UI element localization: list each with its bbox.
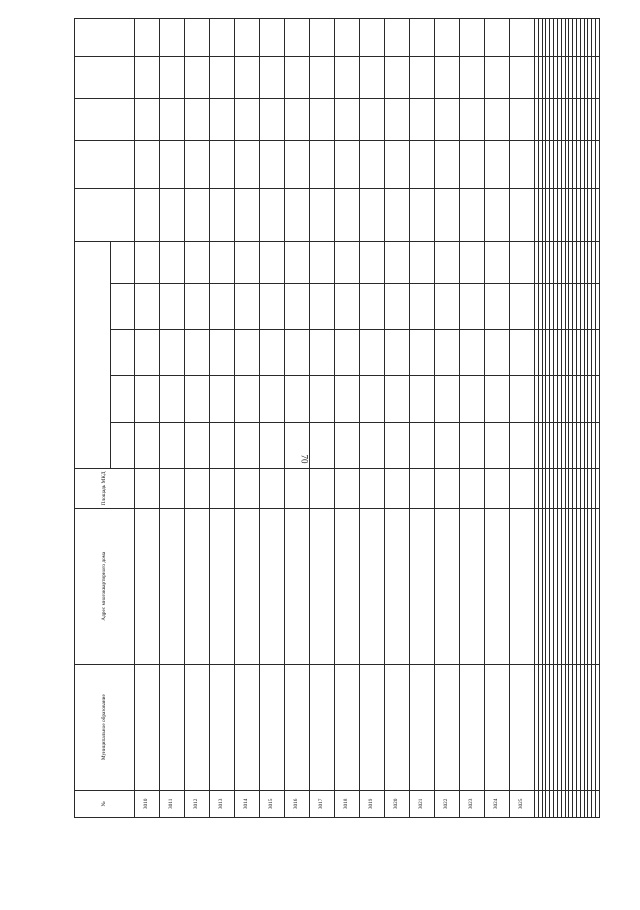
year-cold-water <box>235 283 260 329</box>
year-hot-water <box>410 330 435 376</box>
year-roof <box>460 189 485 242</box>
header-sub-cold-water <box>111 283 135 329</box>
year-electric <box>510 422 535 468</box>
row-number: 3022 <box>435 790 460 817</box>
row-address <box>210 508 235 664</box>
year-roof <box>285 189 310 242</box>
row-area <box>435 468 460 508</box>
year-foundation <box>185 98 210 140</box>
year-facade <box>235 141 260 189</box>
table-row <box>410 19 435 818</box>
year-heating <box>385 376 410 422</box>
table-row <box>285 19 310 818</box>
year-hot-water <box>460 330 485 376</box>
year-heating <box>335 376 360 422</box>
row-address <box>285 508 310 664</box>
year-elevator-extra <box>310 19 335 57</box>
row-number: 3025 <box>510 790 535 817</box>
row-number: 3018 <box>335 790 360 817</box>
row-address <box>260 508 285 664</box>
row-number: 3014 <box>235 790 260 817</box>
year-electric <box>310 422 335 468</box>
year-cold-water <box>210 283 235 329</box>
year-foundation <box>260 98 285 140</box>
table-row <box>310 19 335 818</box>
year-electric <box>185 422 210 468</box>
year-cold-water <box>460 283 485 329</box>
year-gas <box>385 241 410 283</box>
row-number: 3015 <box>260 790 285 817</box>
row-area <box>385 468 410 508</box>
year-hot-water <box>596 330 600 376</box>
year-electric <box>235 422 260 468</box>
table-row <box>235 19 260 818</box>
header-facade <box>75 141 135 189</box>
header-roof <box>75 189 135 242</box>
year-facade <box>210 141 235 189</box>
year-cold-water <box>335 283 360 329</box>
year-roof <box>160 189 185 242</box>
year-heating <box>460 376 485 422</box>
header-elevator-extra <box>75 19 135 57</box>
year-elevator-repair <box>385 56 410 98</box>
year-electric <box>135 422 160 468</box>
year-facade <box>385 141 410 189</box>
row-municipality <box>485 664 510 790</box>
year-elevator-extra <box>185 19 210 57</box>
row-address <box>335 508 360 664</box>
header-area: Площадь МКД <box>75 468 135 508</box>
year-roof <box>410 189 435 242</box>
year-electric <box>260 422 285 468</box>
year-foundation <box>335 98 360 140</box>
header-municipality: Муниципальное образование <box>75 664 135 790</box>
row-address <box>385 508 410 664</box>
year-cold-water <box>135 283 160 329</box>
year-cold-water <box>310 283 335 329</box>
year-facade <box>135 141 160 189</box>
row-area <box>310 468 335 508</box>
row-area <box>510 468 535 508</box>
row-municipality <box>510 664 535 790</box>
year-roof <box>435 189 460 242</box>
table-row <box>435 19 460 818</box>
row-address <box>485 508 510 664</box>
year-gas <box>260 241 285 283</box>
year-elevator-extra <box>285 19 310 57</box>
year-elevator-extra <box>260 19 285 57</box>
table-row <box>360 19 385 818</box>
year-foundation <box>210 98 235 140</box>
year-hot-water <box>385 330 410 376</box>
row-address <box>410 508 435 664</box>
year-foundation <box>310 98 335 140</box>
year-gas <box>435 241 460 283</box>
year-elevator-repair <box>435 56 460 98</box>
year-facade <box>485 141 510 189</box>
year-elevator-extra <box>135 19 160 57</box>
year-gas <box>596 241 600 283</box>
year-electric <box>460 422 485 468</box>
header-sub-electric <box>111 422 135 468</box>
year-elevator-extra <box>460 19 485 57</box>
year-heating <box>235 376 260 422</box>
table-body <box>135 19 600 818</box>
year-elevator-extra <box>410 19 435 57</box>
row-area <box>360 468 385 508</box>
year-roof <box>210 189 235 242</box>
year-facade <box>285 141 310 189</box>
year-gas <box>410 241 435 283</box>
row-area <box>485 468 510 508</box>
year-gas <box>160 241 185 283</box>
table-row <box>185 19 210 818</box>
year-facade <box>185 141 210 189</box>
row-number: 3011 <box>160 790 185 817</box>
year-elevator-repair <box>185 56 210 98</box>
year-gas <box>510 241 535 283</box>
year-cold-water <box>485 283 510 329</box>
year-facade <box>510 141 535 189</box>
year-roof <box>310 189 335 242</box>
year-cold-water <box>510 283 535 329</box>
year-elevator-repair <box>210 56 235 98</box>
year-gas <box>235 241 260 283</box>
row-municipality <box>435 664 460 790</box>
year-facade <box>360 141 385 189</box>
year-elevator-extra <box>510 19 535 57</box>
year-foundation <box>596 98 600 140</box>
row-municipality <box>360 664 385 790</box>
year-cold-water <box>160 283 185 329</box>
header-address: Адрес многоквартирного дома <box>75 508 135 664</box>
year-heating <box>210 376 235 422</box>
row-number: 3016 <box>285 790 310 817</box>
year-electric <box>210 422 235 468</box>
year-roof <box>596 189 600 242</box>
year-roof <box>510 189 535 242</box>
year-elevator-extra <box>485 19 510 57</box>
year-gas <box>485 241 510 283</box>
table-row <box>335 19 360 818</box>
year-facade <box>596 141 600 189</box>
header-sub-gas <box>111 241 135 283</box>
year-hot-water <box>285 330 310 376</box>
year-roof <box>335 189 360 242</box>
year-electric <box>485 422 510 468</box>
row-area <box>210 468 235 508</box>
year-facade <box>460 141 485 189</box>
header-num: № <box>75 790 135 817</box>
row-area <box>235 468 260 508</box>
row-number: 3024 <box>485 790 510 817</box>
year-elevator-extra <box>210 19 235 57</box>
year-electric <box>596 422 600 468</box>
year-roof <box>485 189 510 242</box>
year-facade <box>410 141 435 189</box>
year-elevator-extra <box>385 19 410 57</box>
year-heating <box>135 376 160 422</box>
row-municipality <box>285 664 310 790</box>
year-elevator-repair <box>135 56 160 98</box>
year-roof <box>385 189 410 242</box>
year-heating <box>485 376 510 422</box>
row-area <box>185 468 210 508</box>
page-number: 70 <box>299 454 310 464</box>
table-row <box>485 19 510 818</box>
year-roof <box>360 189 385 242</box>
year-heating <box>435 376 460 422</box>
row-municipality <box>260 664 285 790</box>
row-number: 3023 <box>460 790 485 817</box>
year-foundation <box>135 98 160 140</box>
row-number: 3017 <box>310 790 335 817</box>
year-facade <box>335 141 360 189</box>
year-roof <box>185 189 210 242</box>
year-cold-water <box>410 283 435 329</box>
table-row <box>160 19 185 818</box>
year-hot-water <box>510 330 535 376</box>
table-row <box>460 19 485 818</box>
year-facade <box>310 141 335 189</box>
year-gas <box>135 241 160 283</box>
row-number: 3020 <box>385 790 410 817</box>
year-hot-water <box>310 330 335 376</box>
row-area <box>285 468 310 508</box>
year-electric <box>360 422 385 468</box>
year-facade <box>260 141 285 189</box>
row-municipality <box>410 664 435 790</box>
year-elevator-repair <box>510 56 535 98</box>
year-roof <box>235 189 260 242</box>
table-row <box>210 19 235 818</box>
year-facade <box>160 141 185 189</box>
row-address <box>510 508 535 664</box>
year-foundation <box>435 98 460 140</box>
row-area <box>260 468 285 508</box>
year-hot-water <box>485 330 510 376</box>
year-electric <box>335 422 360 468</box>
year-foundation <box>160 98 185 140</box>
header-sub-heating <box>111 376 135 422</box>
year-cold-water <box>596 283 600 329</box>
year-heating <box>410 376 435 422</box>
year-elevator-repair <box>160 56 185 98</box>
row-area <box>335 468 360 508</box>
row-number: 3019 <box>360 790 385 817</box>
year-foundation <box>460 98 485 140</box>
year-cold-water <box>385 283 410 329</box>
row-address <box>360 508 385 664</box>
year-heating <box>285 376 310 422</box>
year-elevator-repair <box>260 56 285 98</box>
row-address <box>135 508 160 664</box>
year-roof <box>260 189 285 242</box>
row-municipality <box>310 664 335 790</box>
year-gas <box>360 241 385 283</box>
year-gas <box>460 241 485 283</box>
rotated-sheet <box>74 18 600 818</box>
row-area <box>460 468 485 508</box>
year-heating <box>360 376 385 422</box>
row-municipality <box>596 664 600 790</box>
row-number: 3012 <box>185 790 210 817</box>
row-address <box>460 508 485 664</box>
year-hot-water <box>260 330 285 376</box>
row-municipality <box>160 664 185 790</box>
year-elevator-repair <box>460 56 485 98</box>
year-hot-water <box>135 330 160 376</box>
year-elevator-repair <box>360 56 385 98</box>
year-cold-water <box>260 283 285 329</box>
year-heating <box>510 376 535 422</box>
header-systems-group <box>75 241 111 468</box>
year-cold-water <box>360 283 385 329</box>
row-address <box>160 508 185 664</box>
row-municipality <box>460 664 485 790</box>
year-cold-water <box>285 283 310 329</box>
row-number <box>596 790 600 817</box>
row-address <box>596 508 600 664</box>
year-heating <box>310 376 335 422</box>
year-facade <box>435 141 460 189</box>
year-electric <box>285 422 310 468</box>
year-foundation <box>485 98 510 140</box>
year-hot-water <box>435 330 460 376</box>
year-elevator-extra <box>235 19 260 57</box>
row-area <box>596 468 600 508</box>
year-electric <box>160 422 185 468</box>
row-municipality <box>185 664 210 790</box>
table-row <box>385 19 410 818</box>
year-heating <box>596 376 600 422</box>
table-header-row <box>75 19 111 818</box>
year-electric <box>385 422 410 468</box>
row-area <box>160 468 185 508</box>
year-elevator-extra <box>596 19 600 57</box>
year-foundation <box>360 98 385 140</box>
year-elevator-extra <box>335 19 360 57</box>
year-hot-water <box>160 330 185 376</box>
year-gas <box>285 241 310 283</box>
row-area <box>135 468 160 508</box>
year-gas <box>335 241 360 283</box>
row-address <box>235 508 260 664</box>
table-row <box>260 19 285 818</box>
year-foundation <box>385 98 410 140</box>
year-foundation <box>285 98 310 140</box>
year-roof <box>135 189 160 242</box>
year-gas <box>185 241 210 283</box>
year-elevator-repair <box>596 56 600 98</box>
year-electric <box>435 422 460 468</box>
year-elevator-extra <box>160 19 185 57</box>
year-heating <box>160 376 185 422</box>
year-electric <box>410 422 435 468</box>
year-gas <box>210 241 235 283</box>
year-cold-water <box>435 283 460 329</box>
year-hot-water <box>185 330 210 376</box>
year-elevator-repair <box>310 56 335 98</box>
year-gas <box>310 241 335 283</box>
year-foundation <box>235 98 260 140</box>
header-elevator-repair <box>75 56 135 98</box>
row-address <box>435 508 460 664</box>
table-row <box>510 19 535 818</box>
header-sub-hot-water <box>111 330 135 376</box>
year-elevator-repair <box>410 56 435 98</box>
row-number: 3013 <box>210 790 235 817</box>
year-elevator-repair <box>235 56 260 98</box>
table-row <box>135 19 160 818</box>
year-hot-water <box>210 330 235 376</box>
year-hot-water <box>335 330 360 376</box>
year-elevator-repair <box>285 56 310 98</box>
year-elevator-repair <box>485 56 510 98</box>
row-municipality <box>385 664 410 790</box>
table-row <box>596 19 600 818</box>
row-address <box>185 508 210 664</box>
year-hot-water <box>360 330 385 376</box>
row-number: 3021 <box>410 790 435 817</box>
year-hot-water <box>235 330 260 376</box>
year-elevator-repair <box>335 56 360 98</box>
year-elevator-extra <box>360 19 385 57</box>
year-foundation <box>410 98 435 140</box>
row-number: 3010 <box>135 790 160 817</box>
row-municipality <box>210 664 235 790</box>
row-municipality <box>335 664 360 790</box>
year-foundation <box>510 98 535 140</box>
year-heating <box>185 376 210 422</box>
row-address <box>310 508 335 664</box>
header-foundation <box>75 98 135 140</box>
year-heating <box>260 376 285 422</box>
row-area <box>410 468 435 508</box>
repair-schedule-table <box>74 18 600 818</box>
year-elevator-extra <box>435 19 460 57</box>
row-municipality <box>135 664 160 790</box>
row-municipality <box>235 664 260 790</box>
year-cold-water <box>185 283 210 329</box>
